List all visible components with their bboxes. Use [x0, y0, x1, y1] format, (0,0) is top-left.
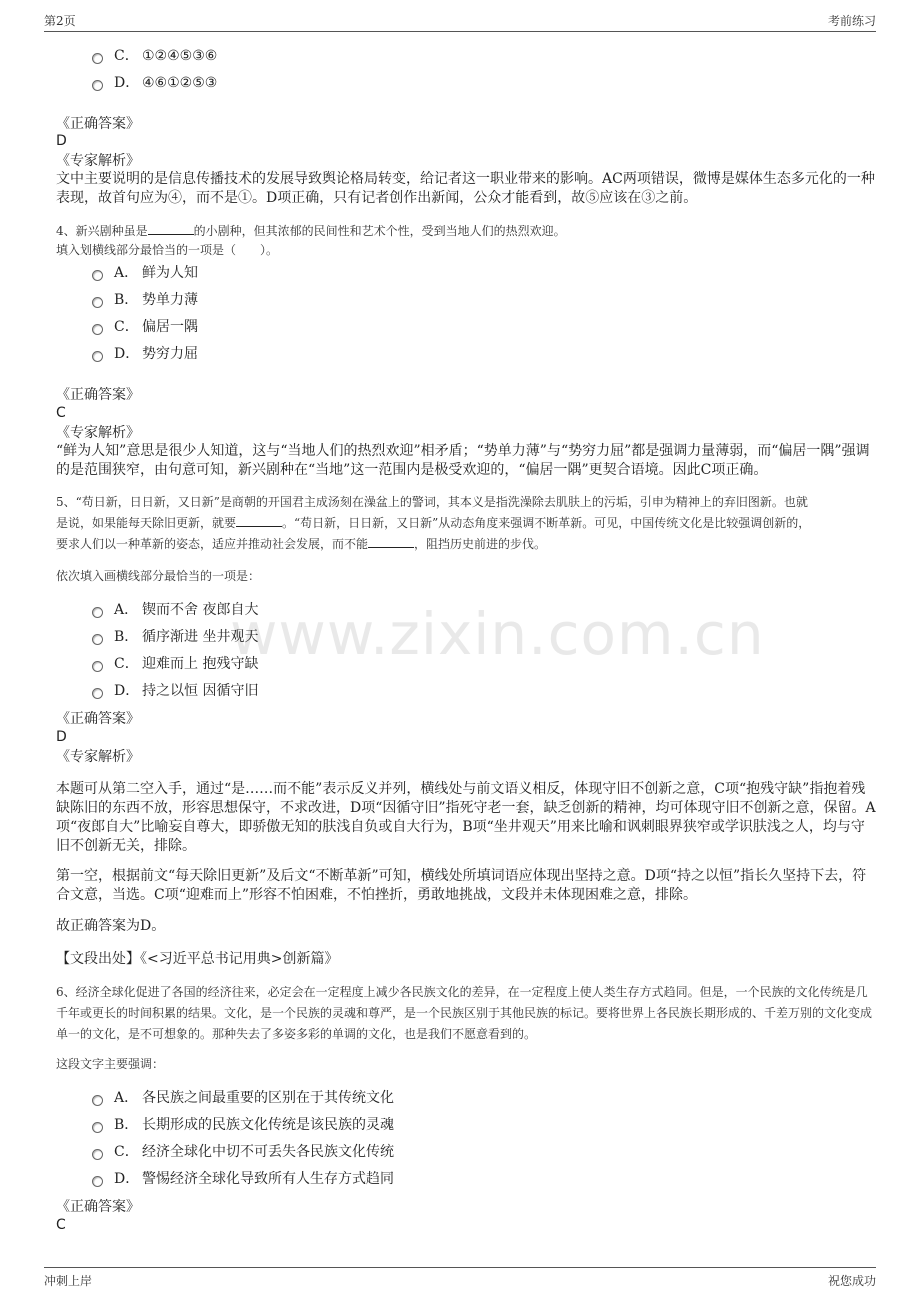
answer-value: D [56, 133, 67, 149]
analysis-text: 第一空，根据前文“每天除旧更新”及后文“不断革新”可知，横线处所填词语应体现出坚持之意。D项“持之以恒”指长久坚持下去，符合文意，当选。C项“迎难而上”形容不怕困难，不怕挫折，勇敢地挑战，文段并未体现困难之意，排除。 [56, 868, 867, 903]
radio-icon[interactable] [92, 634, 103, 645]
radio-icon[interactable] [92, 270, 103, 281]
option-a[interactable]: A． 锲而不舍 夜郎自大 [92, 601, 258, 619]
answer-label: 《正确答案》 [56, 1199, 140, 1215]
question-5-prompt: 依次填入画横线部分最恰当的一项是： [56, 569, 261, 583]
page-header [44, 12, 876, 29]
footer-right: 祝您成功 [827, 1274, 876, 1288]
radio-icon[interactable] [92, 1149, 103, 1160]
option-a[interactable]: A． 各民族之间最重要的区别在于其传统文化 [92, 1089, 394, 1107]
header-title: 考前练习 [827, 14, 876, 28]
question-4-prompt: 填入划横线部分最恰当的一项是（ ）。 [56, 243, 279, 257]
footer-divider [44, 1267, 876, 1268]
analysis-label: 《专家解析》 [56, 425, 140, 441]
radio-icon[interactable] [92, 1095, 103, 1106]
answer-value: C [56, 405, 66, 421]
option-b[interactable]: B． 势单力薄 [92, 291, 198, 309]
page-number: 第2页 [44, 14, 76, 28]
option-a[interactable]: A． 鲜为人知 [92, 264, 198, 282]
answer-label: 《正确答案》 [56, 387, 140, 403]
source-citation: 【文段出处】《<习近平总书记用典>创新篇》 [56, 951, 339, 967]
question-6-stem: 6、经济全球化促进了各国的经济往来，必定会在一定程度上减少各民族文化的差异，在一定程度上使人类生存方式趋同。但是，一个民族的文化传统是几千年或更长的时间积累的结果。文化，是一个民族的灵魂和尊严，是一个民族区别于其他民族的标记。要将世界上各民族长期形成的、千差万别的文化变成单一的文化，是不可想象的。那种失去了多姿多彩的单调的文化，也是我们不愿意看到的。 [56, 985, 873, 1041]
radio-icon[interactable] [92, 80, 103, 91]
analysis-label: 《专家解析》 [56, 749, 140, 765]
analysis-text: 文中主要说明的是信息传播技术的发展导致舆论格局转变，给记者这一职业带来的影响。AC两项错误，微博是媒体生态多元化的一种表现，故首句应为④，而不是①。D项正确，只有记者创作出新闻，公众才能看到，故⑤应该在③之前。 [56, 171, 875, 206]
analysis-text: “鲜为人知”意思是很少人知道，这与“当地人们的热烈欢迎”相矛盾；“势单力薄”与“势穷力屈”都是强调力量薄弱，而“偏居一隅”强调的是范围狭窄，由句意可知，新兴剧种在“当地”这一范围内是极受欢迎的，“偏居一隅”更契合语境。因此C项正确。 [56, 443, 870, 478]
analysis-label: 《专家解析》 [56, 153, 140, 169]
analysis-text: 本题可从第二空入手，通过“是……而不能”表示反义并列，横线处与前文语义相反，体现守旧不创新之意，C项“抱残守缺”指抱着残缺陈旧的东西不放，形容思想保守，不求改进，D项“因循守旧”指死守老一套，缺乏创新的精神，均可体现守旧不创新之意，保留。A项“夜郎自大”比喻妄自尊大，即骄傲无知的肤浅自负或自大行为，B项“坐井观天”用来比喻和讽刺眼界狭窄或学识肤浅之人，均与守旧不创新无关，排除。 [56, 781, 876, 854]
option-c[interactable]: C． ①②④⑤③⑥ [92, 47, 217, 65]
option-c[interactable]: C． 迎难而上 抱残守缺 [92, 655, 258, 673]
option-d[interactable]: D． 持之以恒 因循守旧 [92, 682, 258, 700]
option-d[interactable]: D． 警惕经济全球化导致所有人生存方式趋同 [92, 1170, 394, 1188]
blank-line [236, 514, 282, 527]
question-6-prompt: 这段文字主要强调： [56, 1057, 165, 1071]
question-5-stem: 5、“苟日新，日日新，又日新”是商朝的开国君主成汤刻在澡盆上的警词，其本义是指洗澡除去肌肤上的污垢，引申为精神上的弃旧图新。也就 是说，如果能每天除旧更新，就要 。“苟日新，日日新，又日新”从动态角度来强调不断革新。可见，中国传统文化是比较强调创新的， 要求人们以一种革新的姿态，适应并推动社会发展，而不能 ，阻挡历史前进的步伐。 [56, 495, 811, 551]
radio-icon[interactable] [92, 351, 103, 362]
answer-label: 《正确答案》 [56, 116, 140, 132]
option-d[interactable]: D． ④⑥①②⑤③ [92, 74, 217, 92]
option-b[interactable]: B． 循序渐进 坐井观天 [92, 628, 258, 646]
answer-label: 《正确答案》 [56, 711, 140, 727]
radio-icon[interactable] [92, 53, 103, 64]
radio-icon[interactable] [92, 1176, 103, 1187]
option-c[interactable]: C． 经济全球化中切不可丢失各民族文化传统 [92, 1143, 394, 1161]
question-4-stem: 4、新兴剧种虽是 的小剧种，但其浓郁的民间性和艺术个性，受到当地人们的热烈欢迎。 [56, 224, 566, 238]
watermark: www.zixin.com.cn [230, 600, 765, 668]
radio-icon[interactable] [92, 607, 103, 618]
option-b[interactable]: B． 长期形成的民族文化传统是该民族的灵魂 [92, 1116, 394, 1134]
header-divider [44, 31, 876, 32]
radio-icon[interactable] [92, 688, 103, 699]
option-c[interactable]: C． 偏居一隅 [92, 318, 198, 336]
blank-line [148, 222, 194, 235]
analysis-conclusion: 故正确答案为D。 [56, 918, 166, 934]
page-footer [44, 1272, 876, 1289]
footer-left: 冲刺上岸 [44, 1274, 93, 1288]
answer-value: C [56, 1217, 66, 1233]
radio-icon[interactable] [92, 324, 103, 335]
blank-line [368, 535, 414, 548]
radio-icon[interactable] [92, 297, 103, 308]
option-d[interactable]: D． 势穷力屈 [92, 345, 198, 363]
answer-value: D [56, 729, 67, 745]
radio-icon[interactable] [92, 661, 103, 672]
radio-icon[interactable] [92, 1122, 103, 1133]
